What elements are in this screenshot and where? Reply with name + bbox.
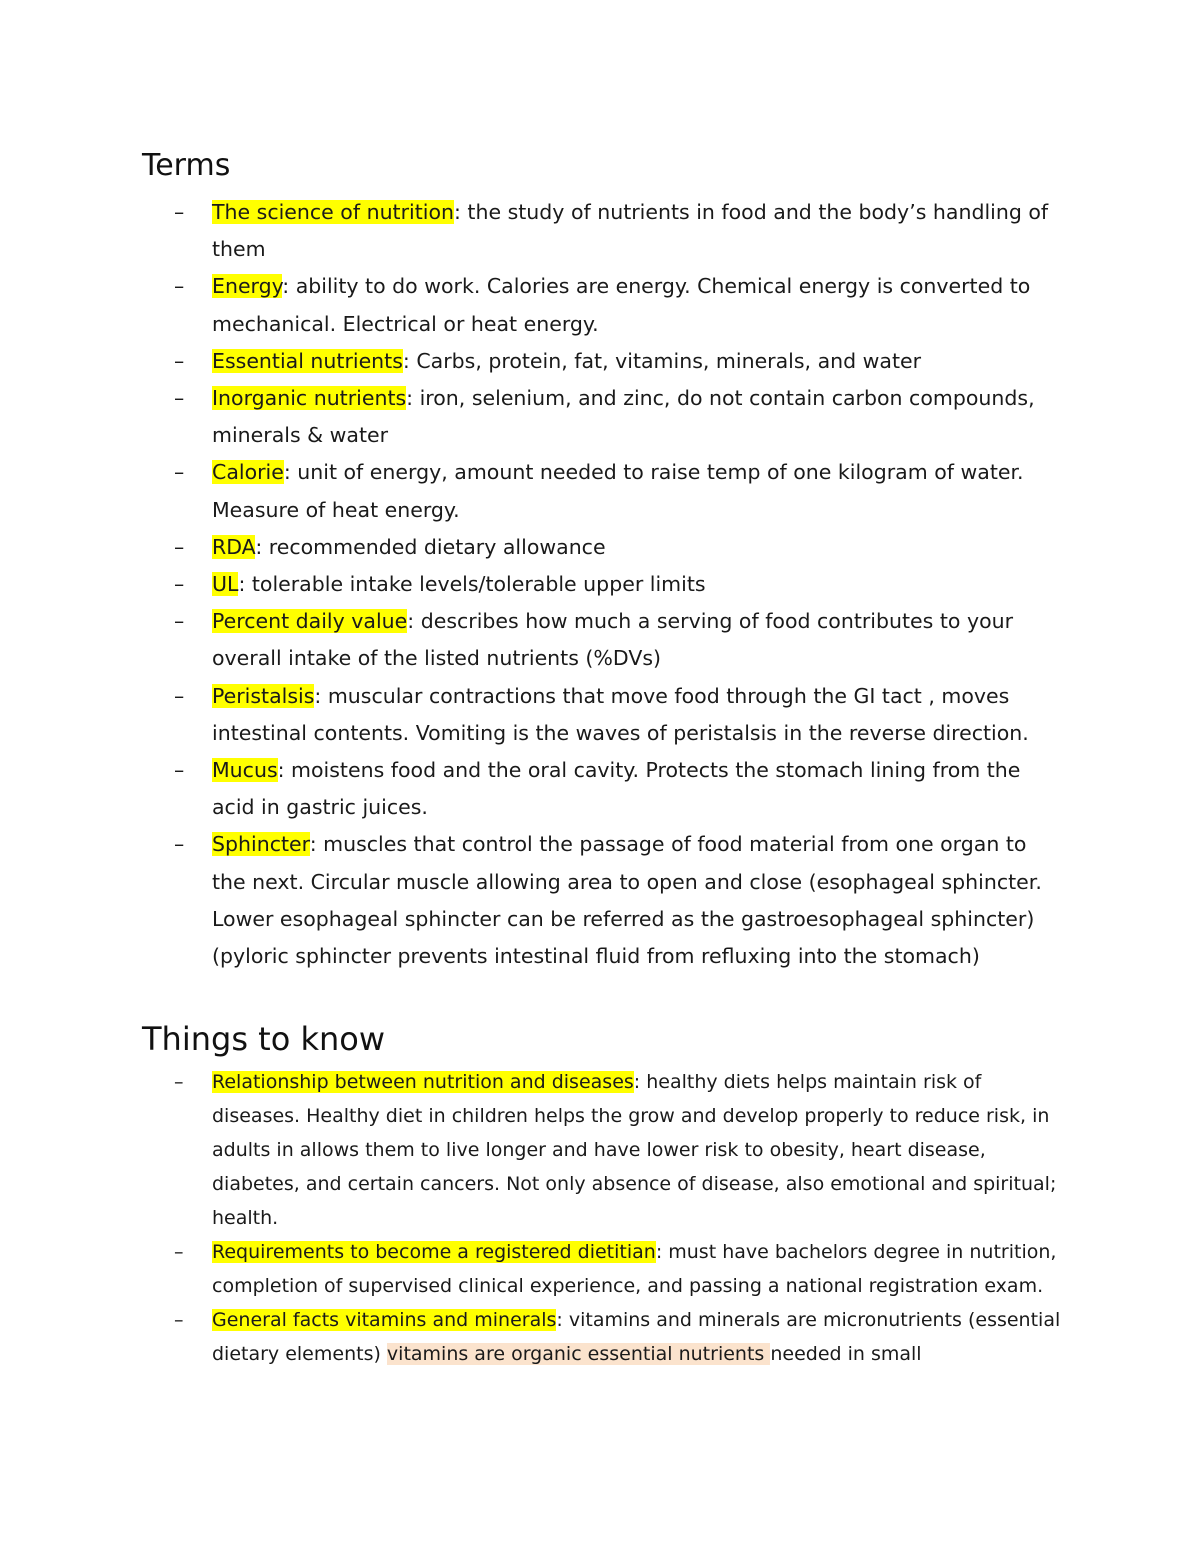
highlighted-term: The science of nutrition — [212, 200, 454, 224]
list-item — [0, 380, 1064, 454]
dash-bullet: – — [174, 534, 185, 559]
term-definition: : unit of energy, amount needed to raise temp of one kilogram of water. Measure of heat energy. — [212, 460, 1024, 522]
dash-bullet: – — [174, 200, 185, 224]
dash-bullet: – — [174, 348, 185, 373]
list-item — [0, 826, 1064, 975]
dash-bullet: – — [174, 832, 185, 857]
terms-list — [0, 194, 1200, 975]
highlighted-term: Percent daily value — [212, 609, 408, 634]
list-item — [0, 752, 1064, 826]
highlighted-term: Mucus — [212, 758, 278, 783]
term-definition: : tolerable intake levels/tolerable upper limits — [238, 572, 706, 597]
list-item — [0, 454, 1064, 528]
highlighted-term: Requirements to become a registered dietitian — [212, 1241, 656, 1263]
dash-bullet: – — [174, 572, 185, 597]
highlighted-term: RDA — [212, 534, 256, 559]
dash-bullet: – — [174, 460, 185, 485]
list-item — [0, 1303, 1064, 1371]
term-definition: : muscles that control the passage of food material from one organ to the next. Circular muscle allowing area to open and close (esophageal sphincter. Lower esophageal sphincter can be referred as the gastroesophageal sphincter) (pyloric sphincter prevents intestinal fluid from refluxing into the stomach) — [212, 832, 1042, 969]
peach-highlighted-phrase: vitamins are organic essential nutrients — [386, 1343, 771, 1365]
dash-bullet: – — [174, 683, 185, 708]
highlighted-term: Inorganic nutrients — [212, 386, 407, 411]
list-item — [0, 1235, 1064, 1303]
highlighted-term: Energy — [212, 274, 283, 299]
term-definition: : describes how much a serving of food contributes to your overall intake of the listed nutrients (%DVs) — [212, 609, 1014, 671]
list-item — [0, 1065, 1064, 1235]
highlighted-term: Peristalsis — [212, 683, 315, 708]
list-item — [0, 194, 1064, 268]
list-item — [0, 566, 1064, 603]
highlighted-term: Relationship between nutrition and diseases — [212, 1071, 634, 1093]
term-definition: : muscular contractions that move food through the GI tact , moves intestinal contents. Vomiting is the waves of peristalsis in the reverse direction. — [212, 683, 1029, 745]
things-to-know-list — [0, 1065, 1200, 1371]
term-definition: : healthy diets helps maintain risk of diseases. Healthy diet in children helps the grow and develop properly to reduce risk, in adults in allows them to live longer and have lower risk to obesity, heart disease, diabetes, and certain cancers. Not only absence of disease, also emotional and spiritual; health. — [212, 1071, 1057, 1229]
dash-bullet: – — [174, 274, 185, 299]
list-item — [0, 268, 1064, 342]
term-definition: : must have bachelors degree in nutrition, completion of supervised clinical experience, and passing a national registration exam. — [212, 1241, 1057, 1297]
dash-bullet: – — [174, 1309, 184, 1331]
term-definition: : moistens food and the oral cavity. Protects the stomach lining from the acid in gastric juices. — [212, 758, 1021, 820]
list-item — [0, 343, 1064, 380]
things-to-know-heading: Things to know — [142, 1020, 386, 1058]
list-item — [0, 603, 1064, 677]
term-definition: : recommended dietary allowance — [255, 534, 606, 559]
term-definition-tail: needed in small — [770, 1343, 922, 1365]
dash-bullet: – — [174, 758, 185, 783]
term-definition: : iron, selenium, and zinc, do not contain carbon compounds, minerals & water — [212, 386, 1035, 448]
term-definition: : ability to do work. Calories are energy. Chemical energy is converted to mechanical. Electrical or heat energy. — [212, 274, 1031, 336]
highlighted-term: UL — [212, 572, 239, 597]
highlighted-term: Essential nutrients — [212, 348, 403, 373]
term-definition: : Carbs, protein, fat, vitamins, minerals, and water — [402, 348, 922, 373]
term-definition: : vitamins and minerals are micronutrients (essential dietary elements) — [212, 1309, 1061, 1365]
list-item — [0, 678, 1064, 752]
list-item — [0, 529, 1064, 566]
dash-bullet: – — [174, 1071, 184, 1093]
dash-bullet: – — [174, 386, 185, 411]
dash-bullet: – — [174, 609, 185, 634]
dash-bullet: – — [174, 1241, 184, 1263]
terms-heading: Terms — [142, 148, 231, 183]
highlighted-term: General facts vitamins and minerals — [212, 1309, 557, 1331]
highlighted-term: Sphincter — [212, 832, 310, 857]
term-definition: : the study of nutrients in food and the body’s handling of them — [212, 200, 1049, 262]
highlighted-term: Calorie — [212, 460, 284, 485]
